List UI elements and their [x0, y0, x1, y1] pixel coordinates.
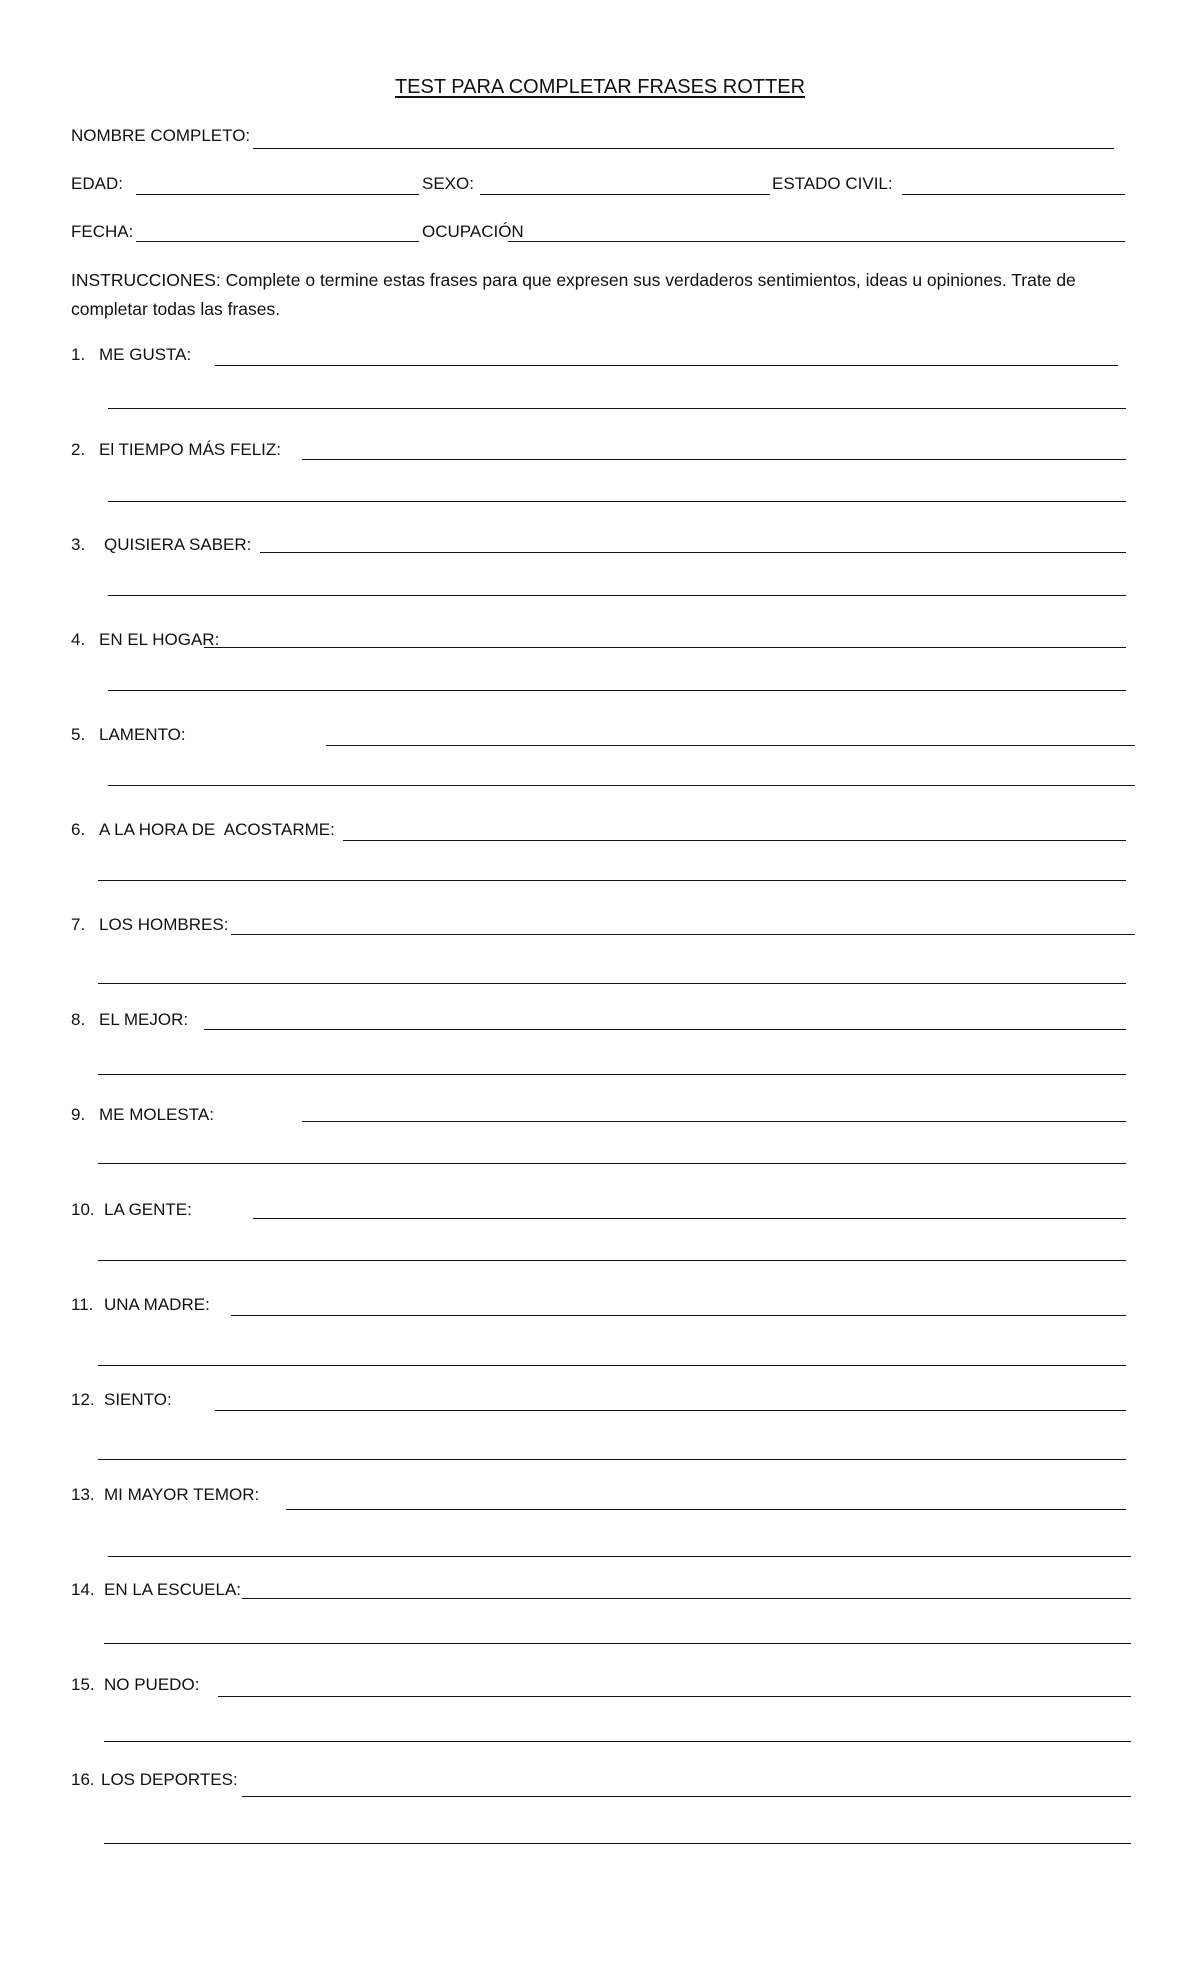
- nombre-field[interactable]: [253, 148, 1114, 149]
- item-3-answer-line-2[interactable]: [108, 595, 1126, 596]
- item-number: 3.: [71, 535, 86, 554]
- item-12-answer-line-1[interactable]: [215, 1410, 1126, 1411]
- item-number: 12.: [71, 1390, 95, 1409]
- item-label-mi-mayor-temor: MI MAYOR TEMOR:: [104, 1485, 260, 1504]
- item-3-answer-line-1[interactable]: [260, 552, 1126, 553]
- document-title: TEST PARA COMPLETAR FRASES ROTTER: [394, 76, 806, 98]
- item-8-answer-line-2[interactable]: [98, 1074, 1126, 1075]
- item-1-answer-line-1[interactable]: [215, 365, 1118, 366]
- item-7-answer-line-1[interactable]: [231, 934, 1135, 935]
- item-label-los-deportes: LOS DEPORTES:: [101, 1770, 238, 1789]
- item-6-answer-line-1[interactable]: [343, 840, 1126, 841]
- fecha-field[interactable]: [136, 241, 419, 242]
- item-label-me-gusta: ME GUSTA:: [99, 345, 192, 364]
- item-6-answer-line-2[interactable]: [98, 880, 1126, 881]
- item-2-answer-line-1[interactable]: [302, 459, 1126, 460]
- item-7-answer-line-2[interactable]: [98, 983, 1126, 984]
- item-9-answer-line-2[interactable]: [98, 1163, 1126, 1164]
- nombre-label: NOMBRE COMPLETO:: [71, 126, 251, 145]
- item-13-answer-line-1[interactable]: [286, 1509, 1126, 1510]
- item-number: 13.: [71, 1485, 95, 1504]
- item-label-los-hombres: LOS HOMBRES:: [99, 915, 229, 934]
- item-label-una-madre: UNA MADRE:: [104, 1295, 210, 1314]
- ocupacion-field[interactable]: [508, 241, 1125, 242]
- item-5-answer-line-1[interactable]: [326, 745, 1135, 746]
- item-number: 4.: [71, 630, 86, 649]
- item-2-answer-line-2[interactable]: [108, 501, 1126, 502]
- item-15-answer-line-1[interactable]: [218, 1696, 1131, 1697]
- item-number: 7.: [71, 915, 86, 934]
- item-label-me-molesta: ME MOLESTA:: [99, 1105, 214, 1124]
- item-number: 16.: [71, 1770, 95, 1789]
- item-14-answer-line-2[interactable]: [104, 1643, 1131, 1644]
- item-4-answer-line-1[interactable]: [204, 647, 1126, 648]
- estado-civil-field[interactable]: [902, 194, 1125, 195]
- item-label-tiempo-mas-feliz: El TIEMPO MÁS FELIZ:: [99, 440, 281, 459]
- item-label-en-la-escuela: EN LA ESCUELA:: [104, 1580, 242, 1599]
- item-number: 6.: [71, 820, 86, 839]
- item-number: 14.: [71, 1580, 95, 1599]
- item-10-answer-line-1[interactable]: [253, 1218, 1126, 1219]
- item-number: 1.: [71, 345, 86, 364]
- item-number: 15.: [71, 1675, 95, 1694]
- instructions: INSTRUCCIONES: Complete o termine estas frases para que expresen sus verdaderos sentimientos, ideas u opiniones. Trate de completar todas las frases.: [71, 270, 1076, 319]
- estado-civil-label: ESTADO CIVIL:: [772, 174, 893, 193]
- item-16-answer-line-2[interactable]: [104, 1843, 1131, 1844]
- sexo-label: SEXO:: [422, 174, 474, 193]
- item-10-answer-line-2[interactable]: [98, 1260, 1126, 1261]
- item-11-answer-line-2[interactable]: [98, 1365, 1126, 1366]
- item-label-quisiera-saber: QUISIERA SABER:: [104, 535, 252, 554]
- item-9-answer-line-1[interactable]: [302, 1121, 1126, 1122]
- item-12-answer-line-2[interactable]: [98, 1459, 1126, 1460]
- item-8-answer-line-1[interactable]: [204, 1029, 1126, 1030]
- item-number: 2.: [71, 440, 86, 459]
- edad-label: EDAD:: [71, 174, 123, 193]
- item-label-hora-de-acostarme: A LA HORA DE ACOSTARME:: [99, 820, 335, 839]
- item-label-la-gente: LA GENTE:: [104, 1200, 192, 1219]
- item-11-answer-line-1[interactable]: [231, 1315, 1126, 1316]
- item-number: 8.: [71, 1010, 86, 1029]
- item-number: 10.: [71, 1200, 95, 1219]
- item-number: 11.: [71, 1295, 94, 1314]
- item-label-en-el-hogar: EN EL HOGAR:: [99, 630, 220, 649]
- item-1-answer-line-2[interactable]: [108, 408, 1126, 409]
- item-number: 5.: [71, 725, 86, 744]
- ocupacion-label: OCUPACIÓN: [422, 222, 524, 241]
- item-label-el-mejor: EL MEJOR:: [99, 1010, 189, 1029]
- item-14-answer-line-1[interactable]: [242, 1598, 1131, 1599]
- item-4-answer-line-2[interactable]: [108, 690, 1126, 691]
- item-number: 9.: [71, 1105, 86, 1124]
- edad-field[interactable]: [136, 194, 419, 195]
- item-label-siento: SIENTO:: [104, 1390, 172, 1409]
- item-15-answer-line-2[interactable]: [104, 1741, 1131, 1742]
- sexo-field[interactable]: [480, 194, 770, 195]
- item-5-answer-line-2[interactable]: [108, 785, 1135, 786]
- fecha-label: FECHA:: [71, 222, 134, 241]
- item-13-answer-line-2[interactable]: [108, 1556, 1131, 1557]
- item-label-lamento: LAMENTO:: [99, 725, 186, 744]
- item-label-no-puedo: NO PUEDO:: [104, 1675, 200, 1694]
- item-16-answer-line-1[interactable]: [242, 1796, 1131, 1797]
